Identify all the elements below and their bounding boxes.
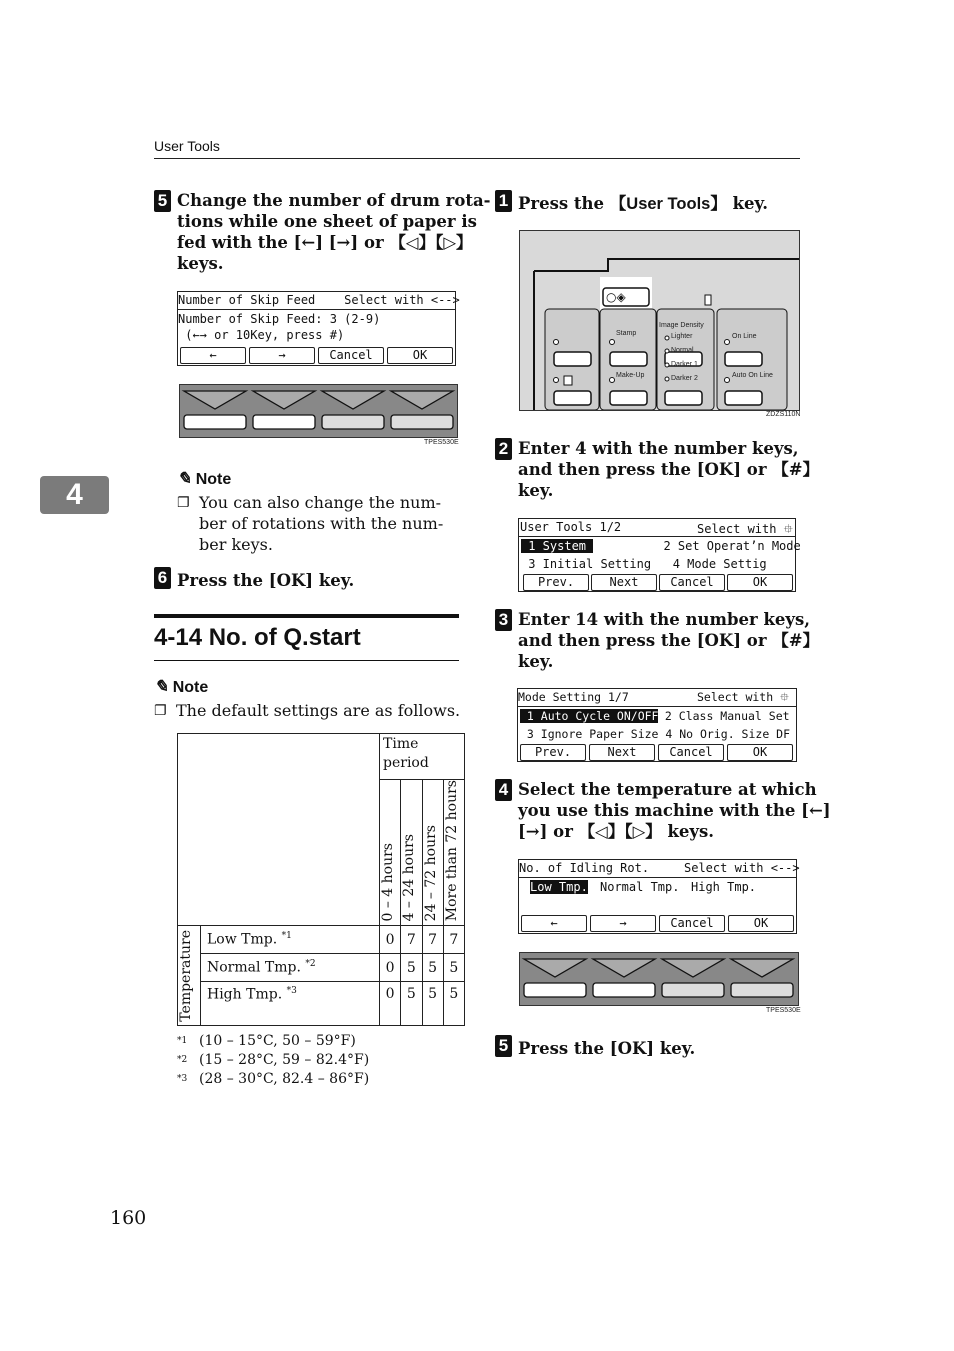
step-number: 5 bbox=[495, 1035, 512, 1057]
note-title: Note bbox=[172, 679, 209, 696]
panel-label-lighter: Lighter bbox=[671, 333, 693, 340]
note-line: ber of rotations with the num- bbox=[199, 514, 444, 533]
lcd-right-arrow-button[interactable]: → bbox=[590, 915, 656, 932]
control-panel-illustration bbox=[519, 230, 800, 411]
column-header-text: 0 – 4 hours bbox=[380, 842, 396, 922]
checkbox-icon: ❐ bbox=[177, 495, 190, 511]
table-cell: 0 bbox=[380, 926, 401, 954]
table-cell: 5 bbox=[401, 982, 422, 1026]
row-group-header bbox=[178, 926, 201, 1026]
lcd-option-high-tmp[interactable]: High Tmp. bbox=[691, 880, 757, 894]
figure-code: TPES530E bbox=[424, 439, 459, 446]
lcd-row: (←→ or 10Key, press #) bbox=[178, 328, 345, 342]
column-header bbox=[422, 780, 443, 926]
row-group-text: Temperature bbox=[178, 929, 194, 1022]
step-number: 2 bbox=[495, 438, 512, 460]
step-6 bbox=[154, 567, 354, 595]
step-number: 3 bbox=[495, 609, 512, 631]
step-line: and then press the [OK] or 【#】 bbox=[518, 631, 820, 650]
lcd-menu-item-system[interactable]: 1 System bbox=[521, 539, 594, 553]
row-label bbox=[201, 926, 380, 954]
lcd-ok-button[interactable]: OK bbox=[728, 915, 794, 932]
panel-label-on-line: On Line bbox=[732, 333, 757, 340]
user-tools-key-label: 【User Tools】 bbox=[609, 195, 727, 213]
table-row bbox=[178, 982, 465, 1026]
step-text-pre: Press the bbox=[518, 194, 610, 213]
lcd-menu-row[interactable]: 3 Ignore Paper Size 4 No Orig. Size DF bbox=[520, 727, 791, 741]
lcd-cancel-button[interactable]: Cancel bbox=[318, 347, 384, 364]
column-header-text: 24 – 72 hours bbox=[422, 824, 439, 922]
footnote-ref: *2 bbox=[305, 959, 316, 970]
header-rule bbox=[154, 158, 800, 159]
column-header bbox=[443, 780, 464, 926]
step-5-left bbox=[154, 190, 491, 274]
step-line: key. bbox=[518, 652, 554, 671]
figure-code: ZDZS110N bbox=[766, 411, 801, 418]
note-text: The default settings are as follows. bbox=[176, 701, 461, 720]
lcd-ok-button[interactable]: OK bbox=[727, 744, 793, 761]
lcd-hint: Select with ⯐ bbox=[697, 690, 789, 704]
note-heading bbox=[177, 469, 467, 489]
table-cell: 7 bbox=[401, 926, 422, 954]
row-label bbox=[201, 954, 380, 982]
lcd-mode-setting bbox=[517, 688, 797, 762]
footnote-text: (10 – 15°C, 50 – 59°F) bbox=[199, 1033, 356, 1049]
note-block bbox=[177, 469, 467, 555]
table-cell: 0 bbox=[380, 982, 401, 1026]
lcd-cancel-button[interactable]: Cancel bbox=[659, 915, 725, 932]
step-line: you use this machine with the [←] bbox=[518, 801, 831, 820]
note-title: Note bbox=[195, 471, 232, 488]
table-cell: 5 bbox=[443, 954, 464, 982]
footnote-mark: *1 bbox=[177, 1036, 188, 1046]
step-line: key. bbox=[518, 481, 554, 500]
step-line: keys. bbox=[177, 254, 224, 273]
table-cell: 5 bbox=[422, 954, 443, 982]
default-settings-table bbox=[177, 733, 465, 1026]
table-cell: 5 bbox=[422, 982, 443, 1026]
panel-label-normal: Normal bbox=[671, 347, 694, 354]
step-line: and then press the [OK] or 【#】 bbox=[518, 460, 820, 479]
note-line: You can also change the num- bbox=[199, 493, 442, 512]
lcd-ok-button[interactable]: OK bbox=[387, 347, 453, 364]
selection-keys-illustration bbox=[179, 384, 458, 438]
lcd-menu-item-operation-mode[interactable]: 2 Set Operat’n Mode bbox=[649, 539, 801, 553]
step-line: Change the number of drum rota- bbox=[177, 191, 491, 210]
lcd-hint: Select with <--> bbox=[684, 861, 800, 875]
step-1 bbox=[495, 190, 768, 218]
table-corner bbox=[178, 734, 380, 926]
lcd-title-row: Number of Skip Feed Select with <--> bbox=[178, 293, 460, 307]
checkbox-icon: ❐ bbox=[154, 703, 167, 719]
lcd-title: User Tools 1/2 bbox=[520, 520, 622, 534]
step-2 bbox=[495, 438, 820, 501]
row-label-text: High Tmp. bbox=[207, 986, 283, 1003]
table-row bbox=[178, 954, 465, 982]
panel-label-auto-on-line: Auto On Line bbox=[732, 372, 773, 379]
panel-label-makeup: Make-Up bbox=[616, 372, 645, 379]
chapter-tab: 4 bbox=[40, 476, 109, 514]
step-line: fed with the [←] [→] or 【◁】【▷】 bbox=[177, 233, 473, 252]
footnote bbox=[177, 1070, 369, 1089]
step-number: 5 bbox=[154, 190, 171, 212]
pencil-icon: ✎ bbox=[154, 677, 169, 696]
step-text: Press the [OK] key. bbox=[518, 1039, 696, 1058]
section-rule-top bbox=[154, 614, 459, 618]
lcd-ok-button[interactable]: OK bbox=[727, 574, 793, 591]
footnote-text: (28 – 30°C, 82.4 – 86°F) bbox=[199, 1071, 370, 1087]
step-3 bbox=[495, 609, 820, 672]
step-number: 1 bbox=[495, 190, 512, 212]
figure-code: TPES530E bbox=[766, 1007, 801, 1014]
step-4 bbox=[495, 779, 831, 842]
selection-keys-icon bbox=[180, 385, 457, 437]
lcd-skip-feed bbox=[177, 291, 460, 366]
control-panel-drawing bbox=[520, 231, 799, 410]
pencil-icon: ✎ bbox=[177, 469, 192, 488]
step-line: Select the temperature at which bbox=[518, 780, 817, 799]
lcd-cancel-button[interactable]: Cancel bbox=[659, 574, 725, 591]
lcd-title: No. of Idling Rot. bbox=[519, 861, 650, 875]
note-block-defaults bbox=[154, 677, 464, 721]
lcd-menu-row[interactable]: 3 Initial Setting 4 Mode Settig bbox=[521, 557, 767, 571]
column-header-text: 4 – 24 hours bbox=[401, 833, 418, 922]
panel-label-image-density: Image Density bbox=[659, 322, 704, 329]
row-label bbox=[201, 982, 380, 1026]
lcd-menu-item-auto-cycle[interactable]: 1 Auto Cycle ON/OFF bbox=[520, 709, 659, 723]
lcd-hint: Select with ⯐ bbox=[697, 522, 793, 536]
lcd-right-arrow-button[interactable]: → bbox=[249, 347, 315, 364]
footnotes bbox=[177, 1032, 369, 1089]
table-cell: 5 bbox=[443, 982, 464, 1026]
table-cell: 0 bbox=[380, 954, 401, 982]
step-5-right bbox=[495, 1035, 695, 1063]
user-tools-key-icon[interactable]: ○◈ bbox=[606, 290, 626, 304]
lcd-user-tools bbox=[518, 518, 801, 592]
row-label-text: Low Tmp. bbox=[207, 932, 278, 949]
panel-label-darker1: Darker 1 bbox=[671, 361, 698, 368]
lcd-cancel-button[interactable]: Cancel bbox=[658, 744, 724, 761]
panel-label-stamp: Stamp bbox=[616, 330, 637, 337]
step-number: 4 bbox=[495, 779, 512, 801]
lcd-title: Mode Setting 1/7 bbox=[518, 690, 629, 704]
selection-keys-illustration bbox=[519, 952, 799, 1006]
footnote-text: (15 – 28°C, 59 – 82.4°F) bbox=[199, 1052, 370, 1068]
panel-label-darker2: Darker 2 bbox=[671, 375, 698, 382]
selection-keys-icon bbox=[520, 953, 798, 1005]
table-cell: 5 bbox=[401, 954, 422, 982]
lcd-option-normal-tmp[interactable]: Normal Tmp. bbox=[600, 880, 680, 894]
time-period-header bbox=[380, 734, 465, 780]
note-line: ber keys. bbox=[199, 535, 273, 554]
footnote bbox=[177, 1051, 369, 1070]
footnote-ref: *1 bbox=[281, 931, 292, 942]
lcd-left-arrow-button[interactable]: ← bbox=[180, 347, 246, 364]
column-header bbox=[380, 780, 401, 926]
step-line: Enter 14 with the number keys, bbox=[518, 610, 811, 629]
step-number: 6 bbox=[154, 567, 171, 589]
footnote-ref: *3 bbox=[286, 986, 297, 997]
page-number: 160 bbox=[110, 1207, 147, 1229]
note-heading bbox=[154, 677, 464, 697]
running-header: User Tools bbox=[154, 138, 220, 154]
table-cell: 7 bbox=[443, 926, 464, 954]
step-text bbox=[518, 190, 768, 218]
lcd-option-low-tmp[interactable]: Low Tmp. bbox=[530, 880, 588, 894]
column-header bbox=[401, 780, 422, 926]
lcd-next-button[interactable]: Next bbox=[589, 744, 655, 761]
step-line: Enter 4 with the number keys, bbox=[518, 439, 799, 458]
lcd-left-arrow-button[interactable]: ← bbox=[521, 915, 587, 932]
lcd-next-button[interactable]: Next bbox=[591, 574, 657, 591]
section-title: 4-14 No. of Q.start bbox=[154, 624, 361, 651]
header-line: period bbox=[383, 755, 429, 771]
column-header-text: More than 72 hours bbox=[443, 780, 460, 922]
footnote bbox=[177, 1032, 369, 1051]
table-row bbox=[178, 926, 465, 954]
lcd-row: Number of Skip Feed: 3 (2-9) bbox=[178, 312, 381, 326]
step-line: [→] or 【◁】【▷】 keys. bbox=[518, 822, 715, 841]
lcd-menu-item-class-manual[interactable]: 2 Class Manual Set bbox=[658, 709, 790, 723]
step-text: Press the [OK] key. bbox=[177, 571, 355, 590]
lcd-prev-button[interactable]: Prev. bbox=[523, 574, 589, 591]
row-label-text: Normal Tmp. bbox=[207, 960, 301, 977]
lcd-prev-button[interactable]: Prev. bbox=[520, 744, 586, 761]
footnote-mark: *2 bbox=[177, 1055, 188, 1065]
section-rule-bottom bbox=[154, 660, 459, 661]
header-line: Time bbox=[383, 736, 419, 752]
footnote-mark: *3 bbox=[177, 1074, 188, 1084]
lcd-idling-rotation bbox=[518, 859, 800, 934]
table-cell: 7 bbox=[422, 926, 443, 954]
step-text-post: key. bbox=[726, 194, 768, 213]
step-line: tions while one sheet of paper is bbox=[177, 212, 477, 231]
